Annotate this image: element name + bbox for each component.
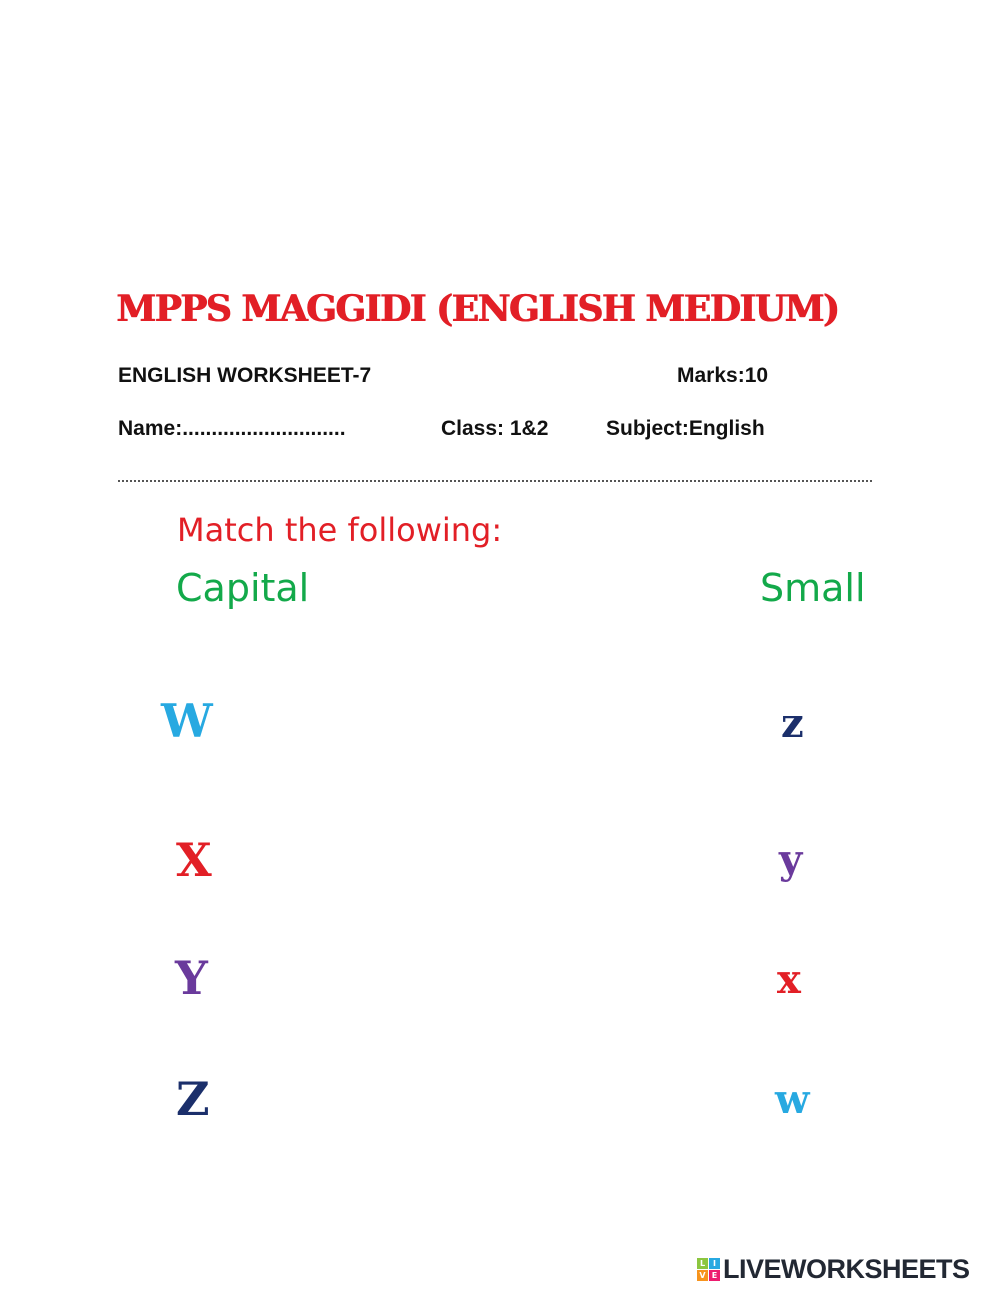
small-letter-item[interactable]: w [775,1076,810,1123]
worksheet-title: ENGLISH WORKSHEET-7 [118,364,372,387]
small-letter-item[interactable]: x [777,956,801,1003]
capital-column-heading: Capital [176,566,310,610]
subject-field: Subject:English [606,417,765,440]
liveworksheets-brand[interactable] [697,1254,970,1285]
brand-text: LIVEWORKSHEETS [723,1254,970,1284]
capital-letter-item[interactable]: X [176,833,212,887]
marks-label: Marks:10 [677,364,769,387]
capital-letter-item[interactable]: Z [176,1072,210,1126]
school-title: MPPS MAGGIDI (ENGLISH MEDIUM) [116,288,839,330]
capital-letter-item[interactable]: Y [175,951,208,1005]
class-field: Class: 1&2 [441,417,549,440]
name-field: Name:............................ [118,417,346,440]
liveworksheets-logo-icon: L I V E [697,1258,720,1281]
capital-letter-item[interactable]: W [161,694,213,748]
exercise-instruction: Match the following: [177,511,503,549]
dotted-divider [118,480,872,482]
small-column-heading: Small [760,566,866,610]
small-letter-item[interactable]: z [781,700,804,747]
small-letter-item[interactable]: y [779,836,803,883]
